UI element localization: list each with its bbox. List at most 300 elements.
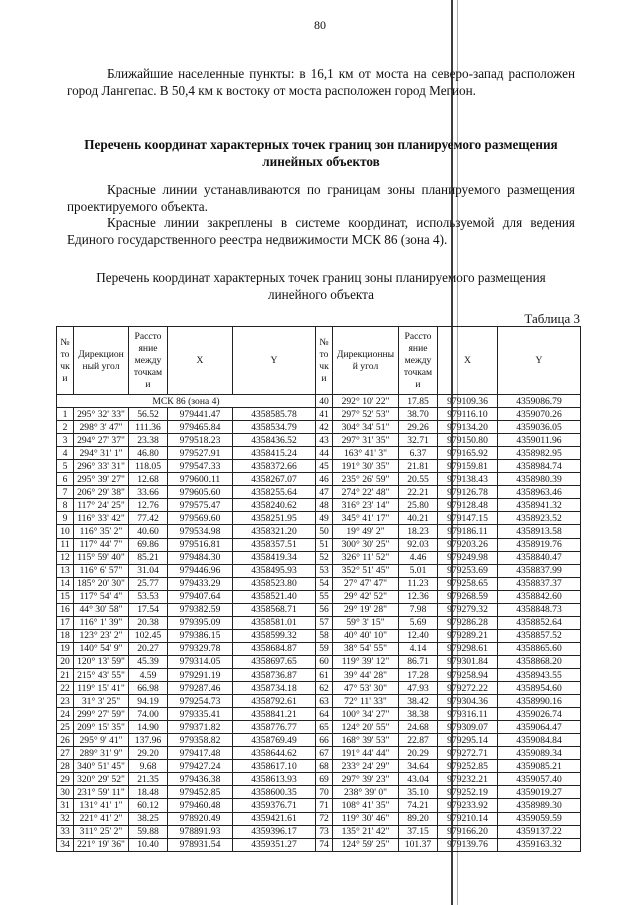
table-row — [57, 825, 581, 838]
table-cell: 20.55 — [399, 473, 438, 486]
header-distance: Рассто яние между точкам и — [129, 327, 168, 395]
table-cell: 4358697.65 — [233, 655, 316, 668]
table-cell: 979286.28 — [438, 616, 498, 629]
table-cell: 43.04 — [399, 773, 438, 786]
table-cell: 4358599.32 — [233, 629, 316, 642]
table-label: Таблица 3 — [524, 311, 580, 326]
table-cell: 24.68 — [399, 721, 438, 734]
table-row-system — [57, 395, 581, 408]
table-cell: 4359351.27 — [233, 838, 316, 851]
table-cell: 18.23 — [399, 525, 438, 538]
table-cell: 4359019.27 — [498, 786, 581, 799]
table-cell: 979252.85 — [438, 760, 498, 773]
table-cell: 4358792.61 — [233, 695, 316, 708]
table-cell: 17.85 — [399, 395, 438, 408]
table-cell: 47 — [316, 486, 333, 499]
table-cell: 27 — [57, 747, 74, 760]
table-cell: 979518.23 — [168, 434, 233, 447]
table-cell: 92.03 — [399, 538, 438, 551]
table-cell: 53.53 — [129, 590, 168, 603]
table-cell: 4358919.76 — [498, 538, 581, 551]
table-cell: 4358941.32 — [498, 499, 581, 512]
table-cell: 4358848.73 — [498, 603, 581, 616]
table-cell: 233° 24' 29" — [333, 760, 399, 773]
table-cell: 58 — [316, 629, 333, 642]
table-cell: 231° 59' 11" — [74, 786, 129, 799]
table-cell: 979233.92 — [438, 799, 498, 812]
table-cell: 73 — [316, 825, 333, 838]
table-cell: 4359089.34 — [498, 747, 581, 760]
table-cell: 72 — [316, 812, 333, 825]
table-cell: 979150.80 — [438, 434, 498, 447]
table-cell: 116° 6' 57" — [74, 564, 129, 577]
table-cell: 18 — [57, 629, 74, 642]
table-cell: 24 — [57, 708, 74, 721]
paragraph-red-lines: Красные линии устанавливаются по границам зоны планируемого размещения проектируемого объекта. — [67, 182, 575, 214]
table-cell: 137.96 — [129, 734, 168, 747]
table-cell: 4358644.62 — [233, 747, 316, 760]
table-row — [57, 603, 581, 616]
table-cell: 17 — [57, 616, 74, 629]
table-cell: 4358415.24 — [233, 447, 316, 460]
table-cell: 70 — [316, 786, 333, 799]
table-cell: 4358419.34 — [233, 551, 316, 564]
table-cell: 64 — [316, 708, 333, 721]
table-cell: 7.98 — [399, 603, 438, 616]
table-row — [57, 682, 581, 695]
table-cell: 4359057.40 — [498, 773, 581, 786]
table-cell: 299° 27' 59" — [74, 708, 129, 721]
table-cell: 979569.60 — [168, 512, 233, 525]
table-cell: 4359084.84 — [498, 734, 581, 747]
table-cell: 979441.47 — [168, 408, 233, 421]
table-cell: 979386.15 — [168, 629, 233, 642]
table-cell: 979465.84 — [168, 421, 233, 434]
table-cell: 4358982.95 — [498, 447, 581, 460]
table-cell: 20.27 — [129, 642, 168, 655]
table-cell: 979272.71 — [438, 747, 498, 760]
table-cell: 4358251.95 — [233, 512, 316, 525]
table-cell: 60.12 — [129, 799, 168, 812]
coordinate-system-cell: МСК 86 (зона 4) — [57, 395, 316, 408]
table-cell: 4358267.07 — [233, 473, 316, 486]
table-cell: 978931.54 — [168, 838, 233, 851]
table-cell: 274° 22' 48" — [333, 486, 399, 499]
table-cell: 22.21 — [399, 486, 438, 499]
table-row — [57, 434, 581, 447]
table-cell: 4358521.40 — [233, 590, 316, 603]
table-cell: 191° 30' 35" — [333, 460, 399, 473]
table-cell: 289° 31' 9" — [74, 747, 129, 760]
table-cell: 979186.11 — [438, 525, 498, 538]
table-cell: 4359070.26 — [498, 408, 581, 421]
table-cell: 979289.21 — [438, 629, 498, 642]
header-distance-right: Рассто яние между точкам и — [399, 327, 438, 395]
table-cell: 124° 59' 25" — [333, 838, 399, 851]
table-cell: 979295.14 — [438, 734, 498, 747]
table-cell: 10 — [57, 525, 74, 538]
table-cell: 47° 53' 30" — [333, 682, 399, 695]
table-cell: 294° 27' 37" — [74, 434, 129, 447]
table-cell: 168° 39' 53" — [333, 734, 399, 747]
table-cell: 4358736.87 — [233, 668, 316, 681]
table-cell: 57 — [316, 616, 333, 629]
table-cell: 191° 44' 44" — [333, 747, 399, 760]
table-row — [57, 564, 581, 577]
table-cell: 32 — [57, 812, 74, 825]
table-cell: 118.05 — [129, 460, 168, 473]
table-cell: 15 — [57, 590, 74, 603]
table-cell: 40.21 — [399, 512, 438, 525]
table-cell: 94.19 — [129, 695, 168, 708]
table-cell: 31 — [57, 799, 74, 812]
table-cell: 979547.33 — [168, 460, 233, 473]
table-cell: 295° 9' 41" — [74, 734, 129, 747]
table-cell: 979287.46 — [168, 682, 233, 695]
table-cell: 4358842.60 — [498, 590, 581, 603]
table-cell: 120° 13' 59" — [74, 655, 129, 668]
table-cell: 30 — [57, 786, 74, 799]
table-row — [57, 773, 581, 786]
table-cell: 311° 25' 2" — [74, 825, 129, 838]
table-cell: 978920.49 — [168, 812, 233, 825]
table-row — [57, 421, 581, 434]
table-cell: 74.00 — [129, 708, 168, 721]
table-cell: 23.38 — [129, 434, 168, 447]
table-cell: 979272.22 — [438, 682, 498, 695]
table-row — [57, 760, 581, 773]
paragraph-coordinate-system: Красные линии закреплены в системе координат, используемой для ведения Единого государственного реестра недвижимости МСК 86 (зона 4). — [67, 215, 575, 247]
table-cell: 1 — [57, 408, 74, 421]
table-cell: 4358989.30 — [498, 799, 581, 812]
table-cell: 979605.60 — [168, 486, 233, 499]
table-cell: 108° 41' 35" — [333, 799, 399, 812]
table-cell: 979314.05 — [168, 655, 233, 668]
table-cell: 33.66 — [129, 486, 168, 499]
table-cell: 65 — [316, 721, 333, 734]
table-cell: 56 — [316, 603, 333, 616]
table-cell: 11 — [57, 538, 74, 551]
table-cell: 979159.81 — [438, 460, 498, 473]
table-cell: 4358436.52 — [233, 434, 316, 447]
table-cell: 979460.48 — [168, 799, 233, 812]
table-cell: 59° 3' 15" — [333, 616, 399, 629]
table-cell: 46.80 — [129, 447, 168, 460]
table-cell: 4358837.37 — [498, 577, 581, 590]
table-cell: 4358585.78 — [233, 408, 316, 421]
header-y-right: Y — [498, 327, 581, 395]
table-cell: 979138.43 — [438, 473, 498, 486]
table-cell: 163° 41' 3" — [333, 447, 399, 460]
table-row — [57, 708, 581, 721]
table-cell: 4.14 — [399, 642, 438, 655]
table-cell: 294° 31' 1" — [74, 447, 129, 460]
table-cell: 131° 41' 1" — [74, 799, 129, 812]
table-cell: 42 — [316, 421, 333, 434]
table-cell: 29.20 — [129, 747, 168, 760]
table-cell: 221° 19' 36" — [74, 838, 129, 851]
table-cell: 4358868.20 — [498, 655, 581, 668]
table-cell: 20.29 — [399, 747, 438, 760]
table-cell: 32.71 — [399, 434, 438, 447]
table-cell: 979258.65 — [438, 577, 498, 590]
table-cell: 979165.92 — [438, 447, 498, 460]
table-cell: 4359137.22 — [498, 825, 581, 838]
table-cell: 979116.10 — [438, 408, 498, 421]
table-cell: 300° 30' 25" — [333, 538, 399, 551]
table-cell: 23 — [57, 695, 74, 708]
header-point-right: № то чк и — [316, 327, 333, 395]
table-cell: 49 — [316, 512, 333, 525]
table-cell: 4359064.47 — [498, 721, 581, 734]
table-cell: 38.70 — [399, 408, 438, 421]
table-cell: 4358852.64 — [498, 616, 581, 629]
table-cell: 100° 34' 27" — [333, 708, 399, 721]
table-cell: 979527.91 — [168, 447, 233, 460]
table-cell: 117° 24' 25" — [74, 499, 129, 512]
table-cell: 4358581.01 — [233, 616, 316, 629]
table-cell: 31° 3' 25" — [74, 695, 129, 708]
page-number: 80 — [314, 18, 326, 32]
table-cell: 27° 47' 47" — [333, 577, 399, 590]
table-cell: 66.98 — [129, 682, 168, 695]
table-cell: 17.28 — [399, 668, 438, 681]
table-cell: 62 — [316, 682, 333, 695]
paragraph-settlements: Ближайшие населенные пункты: в 16,1 км от моста на северо-запад расположен город Лангепас. В 50,4 км к востоку от моста расположен город Мегион. — [67, 66, 575, 98]
table-row — [57, 668, 581, 681]
table-cell: 33 — [57, 825, 74, 838]
table-cell: 41 — [316, 408, 333, 421]
table-cell: 4358984.74 — [498, 460, 581, 473]
table-cell: 66 — [316, 734, 333, 747]
table-cell: 4358523.80 — [233, 577, 316, 590]
table-cell: 4358963.46 — [498, 486, 581, 499]
table-cell: 26 — [57, 734, 74, 747]
table-cell: 123° 23' 2" — [74, 629, 129, 642]
table-row — [57, 629, 581, 642]
table-cell: 4358837.99 — [498, 564, 581, 577]
table-cell: 979139.76 — [438, 838, 498, 851]
table-cell: 4358776.77 — [233, 721, 316, 734]
table-cell: 48 — [316, 499, 333, 512]
table-cell: 25.80 — [399, 499, 438, 512]
table-cell: 68 — [316, 760, 333, 773]
table-cell: 119° 15' 41" — [74, 682, 129, 695]
table-cell: 979575.47 — [168, 499, 233, 512]
table-cell: 5 — [57, 460, 74, 473]
table-cell: 979600.11 — [168, 473, 233, 486]
table-cell: 4.46 — [399, 551, 438, 564]
table-row — [57, 538, 581, 551]
table-cell: 74.21 — [399, 799, 438, 812]
table-cell: 45 — [316, 460, 333, 473]
table-cell: 4358240.62 — [233, 499, 316, 512]
table-cell: 119° 30' 46" — [333, 812, 399, 825]
table-cell: 29 — [57, 773, 74, 786]
table-cell: 7 — [57, 486, 74, 499]
header-direction: Дирекцион ный угол — [74, 327, 129, 395]
table-cell: 74 — [316, 838, 333, 851]
table-cell: 13 — [57, 564, 74, 577]
table-cell: 117° 54' 4" — [74, 590, 129, 603]
table-cell: 979258.94 — [438, 668, 498, 681]
table-cell: 4358865.60 — [498, 642, 581, 655]
table-cell: 29° 42' 52" — [333, 590, 399, 603]
table-cell: 25.77 — [129, 577, 168, 590]
table-cell: 979126.78 — [438, 486, 498, 499]
table-cell: 979268.59 — [438, 590, 498, 603]
table-cell: 4358684.87 — [233, 642, 316, 655]
table-cell: 979279.32 — [438, 603, 498, 616]
table-cell: 4359026.74 — [498, 708, 581, 721]
table-cell: 4358943.55 — [498, 668, 581, 681]
table-cell: 12.68 — [129, 473, 168, 486]
table-cell: 4358495.93 — [233, 564, 316, 577]
table-cell: 979128.48 — [438, 499, 498, 512]
table-cell: 39° 44' 28" — [333, 668, 399, 681]
table-cell: 4358769.49 — [233, 734, 316, 747]
coordinates-table — [56, 326, 581, 852]
table-cell: 4358840.47 — [498, 551, 581, 564]
table-cell: 11.23 — [399, 577, 438, 590]
table-cell: 4358913.58 — [498, 525, 581, 538]
table-cell: 59.88 — [129, 825, 168, 838]
table-cell: 979427.24 — [168, 760, 233, 773]
table-cell: 235° 26' 59" — [333, 473, 399, 486]
table-cell: 43 — [316, 434, 333, 447]
table-cell: 979358.82 — [168, 734, 233, 747]
table-cell: 63 — [316, 695, 333, 708]
table-cell: 14.90 — [129, 721, 168, 734]
table-cell: 72° 11' 33" — [333, 695, 399, 708]
table-cell: 6 — [57, 473, 74, 486]
table-cell: 979252.19 — [438, 786, 498, 799]
table-cell: 4358990.16 — [498, 695, 581, 708]
table-cell: 316° 23' 14" — [333, 499, 399, 512]
table-cell: 9.68 — [129, 760, 168, 773]
table-cell: 979291.19 — [168, 668, 233, 681]
table-cell: 21 — [57, 668, 74, 681]
table-row — [57, 695, 581, 708]
table-cell: 979109.36 — [438, 395, 498, 408]
table-cell: 4359085.21 — [498, 760, 581, 773]
table-cell: 44° 30' 58" — [74, 603, 129, 616]
table-cell: 4359086.79 — [498, 395, 581, 408]
table-cell: 4358357.51 — [233, 538, 316, 551]
table-cell: 17.54 — [129, 603, 168, 616]
table-cell: 238° 39' 0" — [333, 786, 399, 799]
table-row — [57, 447, 581, 460]
table-row — [57, 812, 581, 825]
table-cell: 111.36 — [129, 421, 168, 434]
table-row — [57, 642, 581, 655]
table-row — [57, 655, 581, 668]
table-cell: 9 — [57, 512, 74, 525]
table-cell: 979395.09 — [168, 616, 233, 629]
table-cell: 978891.93 — [168, 825, 233, 838]
table-cell: 37.15 — [399, 825, 438, 838]
table-row — [57, 734, 581, 747]
table-cell: 52 — [316, 551, 333, 564]
table-row — [57, 473, 581, 486]
table-cell: 21.35 — [129, 773, 168, 786]
table-cell: 69 — [316, 773, 333, 786]
table-cell: 352° 51' 45" — [333, 564, 399, 577]
table-cell: 19° 49' 2" — [333, 525, 399, 538]
table-cell: 4358372.66 — [233, 460, 316, 473]
table-row — [57, 551, 581, 564]
table-cell: 979516.81 — [168, 538, 233, 551]
table-cell: 135° 21' 42" — [333, 825, 399, 838]
table-cell: 297° 31' 35" — [333, 434, 399, 447]
table-cell: 38.42 — [399, 695, 438, 708]
table-cell: 4358600.35 — [233, 786, 316, 799]
table-cell: 5.69 — [399, 616, 438, 629]
table-cell: 979452.85 — [168, 786, 233, 799]
table-row — [57, 747, 581, 760]
table-cell: 297° 39' 23" — [333, 773, 399, 786]
table-cell: 979446.96 — [168, 564, 233, 577]
table-cell: 979436.38 — [168, 773, 233, 786]
table-cell: 115° 59' 40" — [74, 551, 129, 564]
table-cell: 20 — [57, 655, 74, 668]
table-cell: 979166.20 — [438, 825, 498, 838]
table-cell: 54 — [316, 577, 333, 590]
table-cell: 4359036.05 — [498, 421, 581, 434]
table-cell: 4358857.52 — [498, 629, 581, 642]
table-cell: 44 — [316, 447, 333, 460]
table-cell: 22 — [57, 682, 74, 695]
table-cell: 979309.07 — [438, 721, 498, 734]
table-cell: 60 — [316, 655, 333, 668]
table-cell: 4358255.64 — [233, 486, 316, 499]
section-heading: Перечень координат характерных точек границ зон планируемого размещения линейных объектов — [84, 137, 558, 169]
table-cell: 124° 20' 55" — [333, 721, 399, 734]
table-cell: 40° 40' 10" — [333, 629, 399, 642]
table-row — [57, 460, 581, 473]
table-cell: 18.48 — [129, 786, 168, 799]
table-cell: 4.59 — [129, 668, 168, 681]
table-cell: 38° 54' 55" — [333, 642, 399, 655]
table-cell: 102.45 — [129, 629, 168, 642]
table-cell: 117° 44' 7" — [74, 538, 129, 551]
table-cell: 979433.29 — [168, 577, 233, 590]
table-cell: 101.37 — [399, 838, 438, 851]
table-cell: 979147.15 — [438, 512, 498, 525]
header-point: № то чк и — [57, 327, 74, 395]
table-cell: 4359059.59 — [498, 812, 581, 825]
table-cell: 979484.30 — [168, 551, 233, 564]
table-cell: 979254.73 — [168, 695, 233, 708]
table-cell: 116° 35' 2" — [74, 525, 129, 538]
table-cell: 12.40 — [399, 629, 438, 642]
table-cell: 979210.14 — [438, 812, 498, 825]
table-cell: 295° 39' 27" — [74, 473, 129, 486]
table-row — [57, 486, 581, 499]
table-cell: 215° 43' 55" — [74, 668, 129, 681]
table-cell: 85.21 — [129, 551, 168, 564]
table-cell: 297° 52' 53" — [333, 408, 399, 421]
table-cell: 4359011.96 — [498, 434, 581, 447]
table-cell: 979407.64 — [168, 590, 233, 603]
table-cell: 979329.78 — [168, 642, 233, 655]
header-x: X — [168, 327, 233, 395]
header-direction-right: Дирекционны й угол — [333, 327, 399, 395]
table-cell: 25 — [57, 721, 74, 734]
table-cell: 979232.21 — [438, 773, 498, 786]
table-cell: 3 — [57, 434, 74, 447]
table-cell: 4358980.39 — [498, 473, 581, 486]
